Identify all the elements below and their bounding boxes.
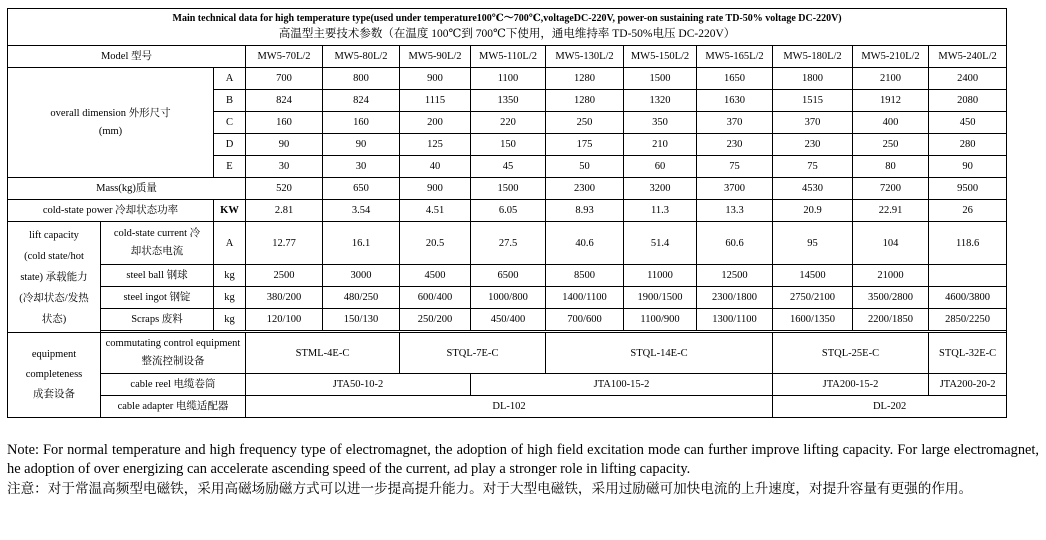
value-cell: 9500 <box>929 178 1007 200</box>
value-cell: 700/600 <box>546 309 624 331</box>
model-row <box>8 46 1007 68</box>
value-cell: 4500 <box>400 265 471 287</box>
value-cell: 125 <box>400 134 471 156</box>
value-cell: 230 <box>773 134 853 156</box>
value-cell: 7200 <box>853 178 929 200</box>
model-cell: MW5-80L/2 <box>323 46 400 68</box>
value-cell: 160 <box>323 112 400 134</box>
dimension-code: B <box>214 90 246 112</box>
value-cell: 450/400 <box>471 309 546 331</box>
equipment-label-line: equipment <box>31 349 77 360</box>
equipment-label-line: 成套设备 <box>33 389 75 400</box>
value-cell: 8.93 <box>546 200 624 222</box>
value-cell: 20.5 <box>400 222 471 265</box>
value-cell: 2300 <box>546 178 624 200</box>
steel-ingot-unit: kg <box>214 287 246 309</box>
value-cell: 380/200 <box>246 287 323 309</box>
value-cell: 175 <box>546 134 624 156</box>
value-cell: 12.77 <box>246 222 323 265</box>
value-cell: 12500 <box>697 265 773 287</box>
model-cell: MW5-180L/2 <box>773 46 853 68</box>
value-cell: 210 <box>624 134 697 156</box>
value-cell: 370 <box>697 112 773 134</box>
value-cell: 4600/3800 <box>929 287 1007 309</box>
dimension-code: C <box>214 112 246 134</box>
value-cell: 51.4 <box>624 222 697 265</box>
value-cell: 280 <box>929 134 1007 156</box>
value-cell: 14500 <box>773 265 853 287</box>
title-english: Main technical data for high temperature type(used under temperature100℃～700℃,voltageDC-220V, power-on sustaining rate TD-50% voltage DC-220V) <box>172 13 842 24</box>
equipment-label-line: completeness <box>25 369 83 380</box>
value-cell: 1280 <box>546 90 624 112</box>
value-cell: 1300/1100 <box>697 309 773 331</box>
value-cell: 650 <box>323 178 400 200</box>
cable-reel-label: cable reel 电缆卷筒 <box>101 374 246 396</box>
power-label: cold-state power 冷却状态功率 <box>8 200 214 222</box>
value-cell: 700 <box>246 68 323 90</box>
value-cell: 8500 <box>546 265 624 287</box>
value-cell: 11.3 <box>624 200 697 222</box>
value-cell: 1100 <box>471 68 546 90</box>
value-cell: 400 <box>853 112 929 134</box>
value-cell: 90 <box>246 134 323 156</box>
value-cell: 2400 <box>929 68 1007 90</box>
value-cell: 370 <box>773 112 853 134</box>
value-cell: 200 <box>400 112 471 134</box>
model-cell: MW5-150L/2 <box>624 46 697 68</box>
cable-adapter-label: cable adapter 电缆适配器 <box>101 396 246 418</box>
value-cell: 2300/1800 <box>697 287 773 309</box>
value-cell: 900 <box>400 178 471 200</box>
current-label <box>101 222 214 265</box>
value-cell: 3.54 <box>323 200 400 222</box>
value-cell: 13.3 <box>697 200 773 222</box>
value-cell: 520 <box>246 178 323 200</box>
value-cell: 1600/1350 <box>773 309 853 331</box>
dimension-row-a <box>8 68 1007 90</box>
mass-label: Mass(kg)质量 <box>8 178 246 200</box>
cable-reel-row <box>8 374 1007 396</box>
value-cell: 1500 <box>624 68 697 90</box>
control-equipment-row <box>8 333 1007 374</box>
value-cell: 40 <box>400 156 471 178</box>
value-cell: 2080 <box>929 90 1007 112</box>
group-cell: DL-202 <box>773 396 1007 418</box>
value-cell: 95 <box>773 222 853 265</box>
value-cell: 1350 <box>471 90 546 112</box>
value-cell: 350 <box>624 112 697 134</box>
steel-ball-label: steel ball 钢球 <box>101 265 214 287</box>
group-cell: JTA200-20-2 <box>929 374 1007 396</box>
value-cell: 3700 <box>697 178 773 200</box>
group-cell: STQL-14E-C <box>546 333 773 374</box>
value-cell: 90 <box>929 156 1007 178</box>
value-cell: 1912 <box>853 90 929 112</box>
value-cell <box>929 265 1007 287</box>
value-cell: 104 <box>853 222 929 265</box>
group-cell: STQL-7E-C <box>400 333 546 374</box>
technical-data-table <box>7 8 1007 418</box>
dimension-code: E <box>214 156 246 178</box>
value-cell: 1650 <box>697 68 773 90</box>
value-cell: 2100 <box>853 68 929 90</box>
value-cell: 480/250 <box>323 287 400 309</box>
mass-row <box>8 178 1007 200</box>
value-cell: 45 <box>471 156 546 178</box>
value-cell: 11000 <box>624 265 697 287</box>
value-cell: 800 <box>323 68 400 90</box>
value-cell: 250 <box>546 112 624 134</box>
value-cell: 27.5 <box>471 222 546 265</box>
value-cell: 150 <box>471 134 546 156</box>
value-cell: 1800 <box>773 68 853 90</box>
value-cell: 2850/2250 <box>929 309 1007 331</box>
dimension-unit: (mm) <box>98 125 123 137</box>
model-cell: MW5-210L/2 <box>853 46 929 68</box>
value-cell: 2500 <box>246 265 323 287</box>
group-cell: STQL-25E-C <box>773 333 929 374</box>
value-cell: 1500 <box>471 178 546 200</box>
model-cell: MW5-130L/2 <box>546 46 624 68</box>
value-cell: 20.9 <box>773 200 853 222</box>
current-label-line: 却状态电流 <box>130 246 184 257</box>
dimension-label-text: overall dimension 外形尺寸 <box>50 107 171 119</box>
value-cell: 120/100 <box>246 309 323 331</box>
value-cell: 4530 <box>773 178 853 200</box>
value-cell: 22.91 <box>853 200 929 222</box>
dimension-label <box>8 68 214 178</box>
group-cell: JTA50-10-2 <box>246 374 471 396</box>
value-cell: 1900/1500 <box>624 287 697 309</box>
value-cell: 90 <box>323 134 400 156</box>
value-cell: 3500/2800 <box>853 287 929 309</box>
value-cell: 900 <box>400 68 471 90</box>
value-cell: 450 <box>929 112 1007 134</box>
model-cell: MW5-90L/2 <box>400 46 471 68</box>
model-cell: MW5-165L/2 <box>697 46 773 68</box>
value-cell: 600/400 <box>400 287 471 309</box>
group-cell: STML-4E-C <box>246 333 400 374</box>
value-cell: 1100/900 <box>624 309 697 331</box>
value-cell: 21000 <box>853 265 929 287</box>
value-cell: 824 <box>246 90 323 112</box>
cable-adapter-row <box>8 396 1007 418</box>
lift-label-line: 状态) <box>41 313 67 325</box>
scraps-row <box>8 309 1007 331</box>
steel-ball-row <box>8 265 1007 287</box>
title-row <box>8 9 1007 46</box>
model-cell: MW5-70L/2 <box>246 46 323 68</box>
group-cell: DL-102 <box>246 396 773 418</box>
value-cell: 1515 <box>773 90 853 112</box>
dimension-code: D <box>214 134 246 156</box>
steel-ingot-label: steel ingot 钢锭 <box>101 287 214 309</box>
current-row <box>8 222 1007 265</box>
value-cell: 150/130 <box>323 309 400 331</box>
value-cell: 250/200 <box>400 309 471 331</box>
value-cell: 824 <box>323 90 400 112</box>
value-cell: 160 <box>246 112 323 134</box>
value-cell: 2.81 <box>246 200 323 222</box>
steel-ball-unit: kg <box>214 265 246 287</box>
scraps-label: Scraps 废料 <box>101 309 214 331</box>
group-cell: STQL-32E-C <box>929 333 1007 374</box>
value-cell: 3000 <box>323 265 400 287</box>
value-cell: 6500 <box>471 265 546 287</box>
notes-section <box>7 441 1039 499</box>
control-label-line: 整流控制设备 <box>141 356 205 367</box>
equipment-label <box>8 333 101 418</box>
power-row <box>8 200 1007 222</box>
value-cell: 1000/800 <box>471 287 546 309</box>
value-cell: 60 <box>624 156 697 178</box>
value-cell: 230 <box>697 134 773 156</box>
lift-capacity-label <box>8 222 101 333</box>
value-cell: 3200 <box>624 178 697 200</box>
value-cell: 40.6 <box>546 222 624 265</box>
value-cell: 50 <box>546 156 624 178</box>
lift-label-line: (冷却状态/发热 <box>19 292 89 304</box>
value-cell: 2750/2100 <box>773 287 853 309</box>
spec-table-container <box>7 8 1006 418</box>
current-unit: A <box>214 222 246 265</box>
value-cell: 4.51 <box>400 200 471 222</box>
value-cell: 75 <box>697 156 773 178</box>
dimension-code: A <box>214 68 246 90</box>
value-cell: 1280 <box>546 68 624 90</box>
title-chinese: 高温型主要技术参数（在温度 100℃到 700℃下使用，通电维持率 TD-50%电压 DC-220V） <box>278 28 736 40</box>
value-cell: 16.1 <box>323 222 400 265</box>
scraps-unit: kg <box>214 309 246 331</box>
table-title <box>8 9 1007 46</box>
lift-label-line: (cold state/hot <box>24 250 84 262</box>
group-cell: JTA200-15-2 <box>773 374 929 396</box>
current-label-line: cold-state current 冷 <box>113 228 201 239</box>
value-cell: 2200/1850 <box>853 309 929 331</box>
value-cell: 1630 <box>697 90 773 112</box>
note-english: Note: For normal temperature and high frequency type of electromagnet, the adoption of high field excitation mode can further improve lifting capacity. For large electromagnet, he adoption of over energizing can accelerate ascending speed of the current, ad play a stronger role in lifting capacity. <box>7 442 1039 477</box>
model-cell: MW5-240L/2 <box>929 46 1007 68</box>
lift-label-line: state) 承载能力 <box>20 271 88 283</box>
lift-label-line: lift capacity <box>29 229 79 241</box>
value-cell: 220 <box>471 112 546 134</box>
value-cell: 30 <box>246 156 323 178</box>
value-cell: 1400/1100 <box>546 287 624 309</box>
control-equipment-label <box>101 333 246 374</box>
value-cell: 118.6 <box>929 222 1007 265</box>
model-cell: MW5-110L/2 <box>471 46 546 68</box>
value-cell: 26 <box>929 200 1007 222</box>
power-unit: KW <box>214 200 246 222</box>
value-cell: 60.6 <box>697 222 773 265</box>
model-label: Model 型号 <box>8 46 246 68</box>
value-cell: 75 <box>773 156 853 178</box>
note-chinese: 注意：对于常温高频型电磁铁，采用高磁场励磁方式可以进一步提高提升能力。对于大型电磁铁，采用过励磁可加快电流的上升速度，对提升容量有更强的作用。 <box>7 481 973 497</box>
value-cell: 1320 <box>624 90 697 112</box>
control-label-line: commutating control equipment <box>105 338 241 349</box>
value-cell: 6.05 <box>471 200 546 222</box>
steel-ingot-row <box>8 287 1007 309</box>
value-cell: 80 <box>853 156 929 178</box>
value-cell: 30 <box>323 156 400 178</box>
value-cell: 1115 <box>400 90 471 112</box>
group-cell: JTA100-15-2 <box>471 374 773 396</box>
value-cell: 250 <box>853 134 929 156</box>
